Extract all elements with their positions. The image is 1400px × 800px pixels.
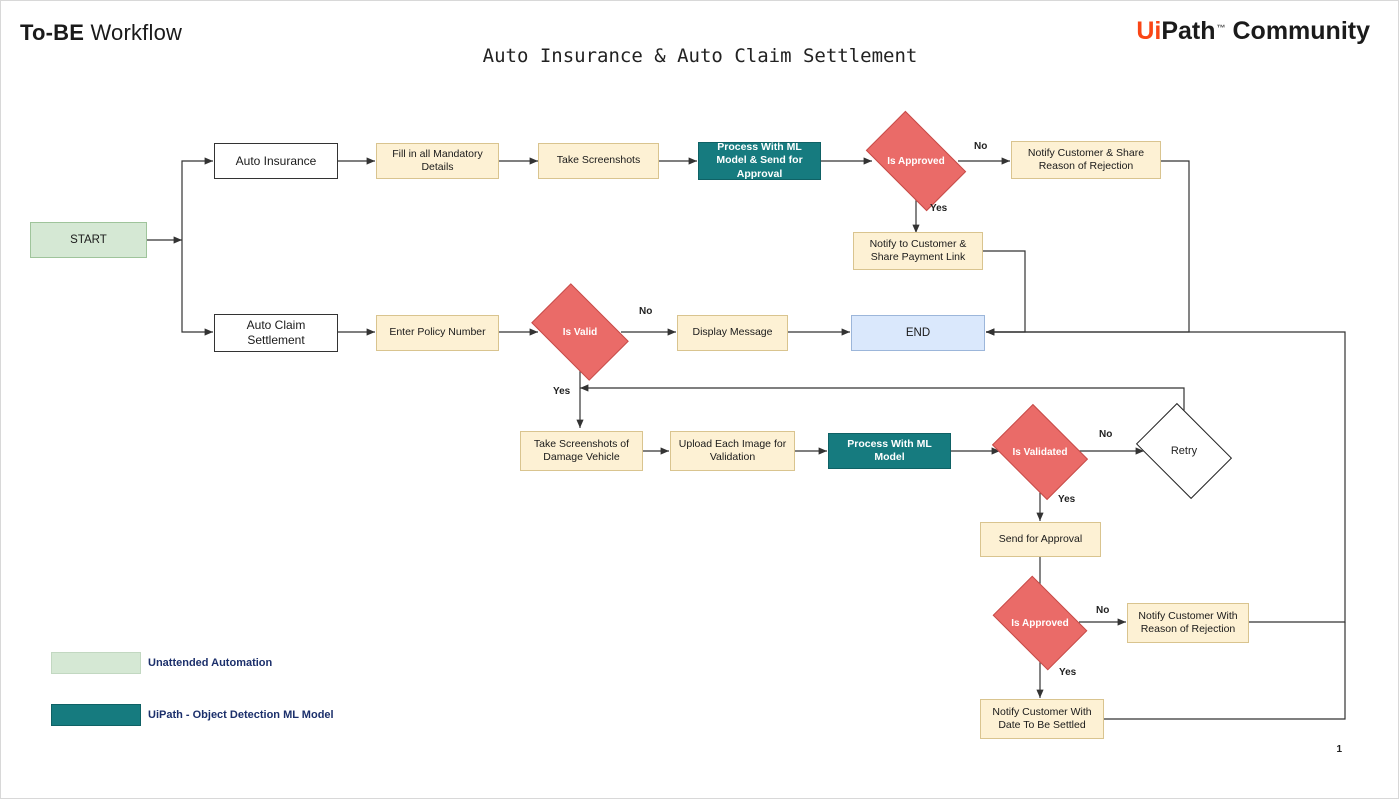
edge-label-valid-yes: Yes [553, 386, 571, 397]
node-notify-rejection-2[interactable] [1127, 603, 1249, 643]
node-fill-mandatory-details[interactable] [376, 143, 499, 179]
node-process-ml-send-approval[interactable] [698, 142, 821, 180]
node-enter-policy-number-label: Enter Policy Number [389, 326, 486, 339]
node-retry[interactable] [1145, 422, 1223, 480]
node-auto-insurance-label: Auto Insurance [235, 153, 317, 168]
node-end[interactable] [851, 315, 985, 351]
node-is-valid[interactable] [539, 304, 621, 360]
node-process-ml-model-label: Process With ML Model [847, 437, 932, 463]
node-auto-claim-settlement-label: Auto Claim Settlement [246, 318, 306, 347]
edge-label-valid-no: No [639, 306, 653, 317]
node-enter-policy-number[interactable] [376, 315, 499, 351]
node-is-approved-1-label: Is Approved [887, 155, 945, 167]
node-is-validated-label: Is Validated [1012, 446, 1068, 458]
edge-label-approved1-yes: Yes [930, 203, 948, 214]
node-is-approved-2-label: Is Approved [1011, 617, 1069, 629]
node-upload-each-image[interactable] [670, 431, 795, 471]
node-send-for-approval-label: Send for Approval [998, 532, 1083, 545]
brand-ui-text: Ui [1136, 17, 1162, 45]
trademark-icon: ™ [1216, 23, 1226, 33]
node-notify-settled-date-label: Notify Customer With Date To Be Settled [992, 705, 1092, 731]
node-notify-rejection-1[interactable] [1011, 141, 1161, 179]
node-take-screenshots-label: Take Screenshots [556, 154, 641, 167]
legend-swatch-unattended-automation [51, 652, 141, 674]
node-auto-claim-settlement[interactable] [214, 314, 338, 352]
node-process-ml-model[interactable] [828, 433, 951, 469]
node-display-message-label: Display Message [692, 326, 773, 339]
brand-path-text: Path [1161, 17, 1216, 45]
node-fill-mandatory-details-label: Fill in all Mandatory Details [392, 147, 483, 173]
node-retry-label: Retry [1170, 445, 1198, 457]
edge-label-validated-yes: Yes [1058, 494, 1076, 505]
slide-title-rest: Workflow [90, 20, 183, 45]
node-start[interactable] [30, 222, 147, 258]
legend-label-ml-model: UiPath - Object Detection ML Model [148, 709, 334, 721]
node-is-valid-label: Is Valid [562, 326, 598, 338]
edge-label-approved1-no: No [974, 141, 988, 152]
node-take-screenshots-damage-label: Take Screenshots of Damage Vehicle [533, 437, 630, 463]
node-notify-settled-date[interactable] [980, 699, 1104, 739]
node-process-ml-send-approval-label: Process With ML Model & Send for Approval [716, 141, 803, 180]
legend-label-unattended-automation: Unattended Automation [148, 657, 273, 669]
slide-title-bold: To-BE [20, 20, 85, 45]
edge-label-validated-no: No [1099, 429, 1113, 440]
node-notify-payment-link[interactable] [853, 232, 983, 270]
diagram-title: Auto Insurance & Auto Claim Settlement [482, 45, 918, 67]
node-display-message[interactable] [677, 315, 788, 351]
node-take-screenshots[interactable] [538, 143, 659, 179]
node-notify-rejection-1-label: Notify Customer & Share Reason of Rejection [1027, 146, 1145, 172]
page-number: 1 [1336, 744, 1342, 755]
node-send-for-approval[interactable] [980, 522, 1101, 557]
legend-swatch-ml-model [51, 704, 141, 726]
node-start-label: START [70, 233, 107, 246]
node-is-approved-1[interactable] [873, 133, 959, 189]
node-notify-payment-link-label: Notify to Customer & Share Payment Link [869, 237, 967, 263]
node-is-approved-2[interactable] [1001, 595, 1079, 651]
node-upload-each-image-label: Upload Each Image for Validation [678, 437, 787, 463]
node-notify-rejection-2-label: Notify Customer With Reason of Rejection [1138, 609, 1238, 635]
node-end-label: END [905, 326, 931, 339]
edge-label-approved2-no: No [1096, 605, 1110, 616]
node-is-validated[interactable] [1001, 423, 1079, 481]
node-auto-insurance[interactable] [214, 143, 338, 179]
edge-label-approved2-yes: Yes [1059, 667, 1077, 678]
node-take-screenshots-damage[interactable] [520, 431, 643, 471]
brand-community-text: Community [1232, 17, 1370, 45]
